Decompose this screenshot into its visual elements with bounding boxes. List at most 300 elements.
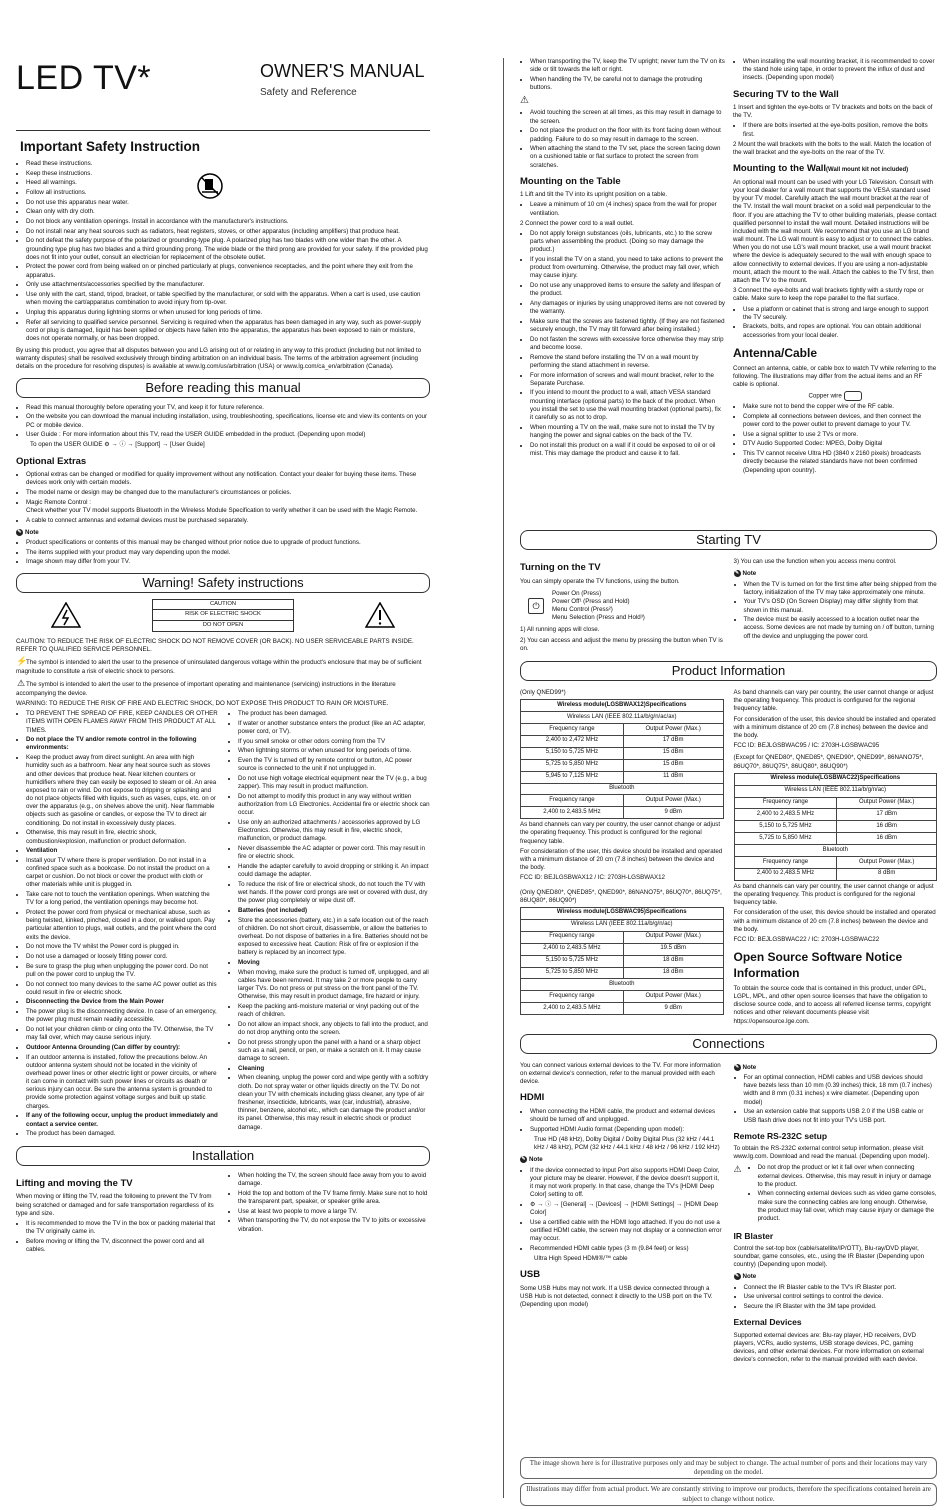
note-label: ✎ Note xyxy=(734,1063,757,1071)
copper-wire-label: Copper wire xyxy=(733,391,937,401)
distance-text: For consideration of the user, this device should be installed and operated with a minimum distance of 20 cm (7.8 inches) between the device and the body. xyxy=(520,847,723,872)
list-item: • Ventilation xyxy=(26,847,218,855)
list-item: • Product specifications or contents of this manual may be changed without prior notice due to upgrade of product functions. xyxy=(26,539,430,547)
button-function: Menu Selection (Press and Hold³) xyxy=(552,614,645,622)
fcc-id: FCC ID: BEJLGSBWAX12 / IC: 2703H-LGSBWAX12 xyxy=(520,874,665,882)
note-list xyxy=(16,539,430,567)
list-item: • Store the accessories (battery, etc.) in a safe location out of the reach of children. Do not short circuit, disassemble, or allow the batteries to overheat. Do not dispose of batteries in a fire. Batteries should not be exposed to excessive heat. Caution: Risk of fire or explosion if the battery is replaced by an incorrect type. xyxy=(238,917,430,958)
turning-on-heading: Turning on the TV xyxy=(520,562,601,573)
list-item: • Do not use a damaged or loosely fitting power cord. xyxy=(26,953,218,961)
caution-line: CAUTION xyxy=(153,600,293,611)
list-item: • Do not attempt to modify this product in any way without written authorization from LG Electronics. Accidental fire or electric shock can occur. xyxy=(238,793,430,818)
list-item: • Avoid touching the screen at all times, as this may result in damage to the screen. xyxy=(530,109,725,125)
table-cell: Wireless LAN (IEEE 802.11a/b/g/n/ac/ax) xyxy=(521,712,724,724)
caution-text: CAUTION: TO REDUCE THE RISK OF ELECTRIC SHOCK DO NOT REMOVE COVER (OR BACK). NO USER SERVICEABLE PARTS INSIDE. REFER TO QUALIFIED SERVICE PERSONNEL. xyxy=(16,637,414,653)
list-item: • The product has been damaged. xyxy=(26,1130,218,1138)
list-item: • Brackets, bolts, and ropes are optional. You can obtain additional accessories from your local dealer. xyxy=(743,323,937,339)
table-cell: Output Power (Max.) xyxy=(837,797,937,809)
table-cell: 18 dBm xyxy=(623,967,723,979)
table-cell: Frequency range xyxy=(734,857,837,869)
list-item: • Outdoor Antenna Grounding (Can differ by country): xyxy=(26,1044,218,1052)
list-item: • When moving, make sure the product is turned off, unplugged, and all cables have been removed. It may take 2 or more people to carry larger TVs. Do not press or put stress on the front panel of the TV. Otherwise, this may result in product damage, fire hazard or injury. xyxy=(238,969,430,1002)
wall-step-3: 3 Connect the eye-bolts and wall brackets tightly with a sturdy rope or cable. Make sure to keep the rope parallel to the flat surface. xyxy=(733,287,924,303)
transport-list xyxy=(520,58,725,92)
table-cell: 5,725 to 5,850 MHz xyxy=(521,759,624,771)
table-cell: Output Power (Max.) xyxy=(623,724,723,736)
footnote-3: 3) You can use the function when you access menu control. xyxy=(733,558,897,565)
list-item: • Read these instructions. xyxy=(26,160,430,168)
list-item: • Keep the packing anti-moisture material or vinyl packing out of the reach of children. xyxy=(238,1003,430,1019)
list-item: • User Guide : For more information about this TV, read the USER GUIDE embedded in the product. (Depending upon model) xyxy=(26,431,430,439)
note-label: ✎ Note xyxy=(734,570,757,578)
list-item: • Do not drop the product or let it fall over when connecting external devices. Otherwise, this may result in injury or damage to the product. xyxy=(758,1164,937,1189)
list-item: • If you smell smoke or other odors coming from the TV xyxy=(238,738,430,746)
rs232c-heading: Remote RS-232C setup xyxy=(733,1130,828,1141)
list-item: • Do not use any unapproved items to ensure the safety and lifespan of the product. xyxy=(530,282,725,298)
list-item: • When handling the TV, be careful not to damage the protruding buttons. xyxy=(530,76,725,92)
footnote-1: 1) All running apps will close. xyxy=(520,626,600,634)
antenna-heading: Antenna/Cable xyxy=(733,345,818,360)
note-icon: ✎ xyxy=(734,1273,740,1280)
list-item: • Use a signal splitter to use 2 TVs or more. xyxy=(743,431,937,439)
table-cell: Bluetooth xyxy=(734,845,937,857)
note-icon: ✎ xyxy=(521,1156,526,1163)
table-cell: Frequency range xyxy=(521,724,624,736)
table-row xyxy=(734,785,937,797)
table-cell: Bluetooth xyxy=(521,979,724,991)
arbitration-text: By using this product, you agree that all disputes between you and LG arising out of or relating in any way to this product (including but not limited to warranty disputes) shall be resolved exclusively through binding arbitration on an individual basis. The terms of the arbitration agreement (including details on the procedure for resolving disputes) is available at www.lg.com/us/arbitration (USA) or www.lg.com/ca_en/arbitration (Canada). xyxy=(16,347,422,371)
list-item: • Connect the IR Blaster cable to the TV's IR Blaster port. xyxy=(744,1284,938,1292)
section-connections: Connections xyxy=(520,1034,937,1054)
list-item: • Do not place the product on the floor with its front facing down without padding. Failure to do so may result in damage to the screen. xyxy=(530,127,725,143)
list-item: • Secure the IR Blaster with the 3M tape provided. xyxy=(744,1303,938,1311)
table-row xyxy=(521,700,724,712)
note-label: ✎ Note xyxy=(17,528,39,536)
list-item: • When holding the TV, the screen should face away from you to avoid damage. xyxy=(238,1172,430,1188)
button-function: Power On (Press) xyxy=(552,589,602,597)
list-item: • Use an extension cable that supports USB 2.0 if the USB cable or USB flash drive does not fit into your TV's USB port. xyxy=(744,1108,938,1124)
table-cell: 15 dBm xyxy=(623,759,723,771)
except-models: (Except for QNED80*, QNED85*, QNED90*, QNED99*, 86NANO75*, 86UQ70*, 86UQ75*, 86UQ80*, 86UQ90*) xyxy=(733,754,924,770)
table-row xyxy=(734,857,937,869)
table-step-1-sub: • Leave a minimum of 10 cm (4 inches) space from the wall for proper ventilation. xyxy=(530,201,725,217)
band-text: As band channels can vary per country, the user cannot change or adjust the operating frequency. This product is configured for the regional frequency table. xyxy=(520,821,721,845)
table-cell: Wireless module(LGSBWAX12)Specifications xyxy=(521,700,724,712)
fcc-id: FCC ID: BEJLGSBWAC95 / IC: 2703H-LGSBWAC95 xyxy=(733,742,880,750)
list-item: • Do not install this product on a wall if it could be exposed to oil or oil mist. This may damage the product and cause it to fall. xyxy=(530,442,725,458)
list-item: • Cleaning xyxy=(238,1065,430,1073)
list-item: • The power plug is the disconnecting device. In case of an emergency, the power plug must remain readily accessible. xyxy=(26,1008,218,1024)
list-item: • Do not move the TV whilst the Power cord is plugged in. xyxy=(26,943,218,951)
installation-columns xyxy=(16,1172,430,1256)
product-columns xyxy=(520,687,937,1028)
table-row xyxy=(521,955,724,967)
table-cell: 11 dBm xyxy=(623,771,723,783)
important-heading: Important Safety Instruction xyxy=(20,139,201,154)
list-item: • This TV cannot receive Ultra HD (3840 x 2160 pixels) broadcasts directly because the related standards have not been confirmed (Depending upon country). xyxy=(743,450,937,475)
turning-on-text: You can simply operate the TV functions, using the button. xyxy=(520,577,680,585)
securing-step-1: 1 Insert and tighten the eye-bolts or TV brackets and bolts on the back of the TV. xyxy=(733,104,933,120)
usb-heading: USB xyxy=(520,1269,541,1281)
stand-hole-note: • When installing the wall mounting bracket, it is recommended to cover the stand hole using tape, in order to prevent the influx of dust and insects. (Depending upon model) xyxy=(743,58,937,83)
table-row xyxy=(521,907,724,919)
list-item: • Before moving or lifting the TV, disconnect the power cord and all cables. xyxy=(26,1238,218,1254)
lifting-heading: Lifting and moving the TV xyxy=(16,1177,133,1189)
only-models-2: (Only QNED80*, QNED85*, QNED90*, 86NANO75*, 86UQ70*, 86UQ75*, 86UQ80*, 86UQ90*) xyxy=(520,888,722,904)
table-step-1: 1 Lift and tilt the TV into its upright position on a table. xyxy=(520,191,668,199)
list-item: • Any damages or injuries by using unapproved items are not covered by the warranty. xyxy=(530,300,725,316)
list-item: • Protect the power cord from being walked on or pinched particularly at plugs, convenience receptacles, and the point where they exit from the apparatus. xyxy=(26,263,430,279)
lifting-intro: When moving or lifting the TV, read the following to prevent the TV from being scratched or damaged and for safe transportation regardless of its type and size. xyxy=(16,1193,214,1217)
list-item: • Hold the top and bottom of the TV frame firmly. Make sure not to hold the transparent part, speaker, or speaker grille area. xyxy=(238,1190,430,1206)
distance-text: For consideration of the user, this device should be installed and operated with a minimum distance of 20 cm (7.8 inches) between the device and the body. xyxy=(733,909,936,933)
list-item: • Do not apply foreign substances (oils, lubricants, etc.) to the screw parts when assembling the product. (Doing so may damage the product.) xyxy=(530,230,725,255)
open-user-guide: To open the USER GUIDE ⚙ → ⓘ → [Support] → [User Guide] xyxy=(30,441,205,449)
connections-intro: You can connect various external devices to the TV. For more information on external device's connection, refer to the manual provided with each device. xyxy=(520,1061,721,1086)
table-row xyxy=(521,807,724,819)
list-item: • If you intend to mount the product to a wall, attach VESA standard mounting interface (optional parts) to the back of the product. When you install the set to use the wall mounting bracket (optional parts), fix it carefully so as not to drop. xyxy=(530,389,725,422)
hdmi-cable-type: Ultra High Speed HDMI®/™ cable xyxy=(534,1255,628,1263)
table-cell: Frequency range xyxy=(521,795,624,807)
table-row xyxy=(734,773,937,785)
left-column xyxy=(16,138,430,1256)
list-item: • The product has been damaged. xyxy=(238,710,430,718)
table-row xyxy=(521,919,724,931)
table-cell: 18 dBm xyxy=(623,955,723,967)
table-row xyxy=(521,724,724,736)
cart-tipover-icon xyxy=(196,172,224,212)
table-cell: Frequency range xyxy=(521,931,624,943)
spec-table-wac95 xyxy=(520,907,724,1015)
list-item: • Clean only with dry cloth. xyxy=(26,208,430,216)
table-row xyxy=(521,795,724,807)
list-item: • Disconnecting the Device from the Main Power xyxy=(26,998,218,1006)
list-item: • Keep these instructions. xyxy=(26,170,430,178)
manual-subtitle: Safety and Reference xyxy=(260,87,357,98)
list-item: • Moving xyxy=(238,959,430,967)
list-item: • If water or another substance enters the product (like an AC adapter, power cord, or TV). xyxy=(238,720,430,736)
warning-columns xyxy=(16,710,430,1140)
section-warning: Warning! Safety instructions xyxy=(16,573,430,593)
list-item: • Make sure that the screws are fastened tightly. (If they are not fastened securely enough, the TV may tilt forward after being installed.) xyxy=(530,318,725,334)
table-cell: 9 dBm xyxy=(623,807,723,819)
table-cell: 5,150 to 5,725 MHz xyxy=(521,955,624,967)
list-item: • To reduce the risk of fire or electrical shock, do not touch the TV with wet hands. If the power cord prongs are wet or covered with dust, dry the power plug completely or wipe dust off. xyxy=(238,881,430,906)
table-cell: 17 dBm xyxy=(623,735,723,747)
list-item: • Keep the product away from direct sunlight. An area with high humidity such as a bathroom. Near any heat source such as stoves and other devices that produce heat. Near kitchen counters or humidifiers where they can easily be exposed to steam or oil. An area exposed to rain or wind. Do not expose to dripping or splashing and do not place objects filled with liquids, such as vases, cups, etc. on or over the apparatus (e.g., on shelves above the unit). Near flammable objects such as gasoline or candles, or expose the TV to direct air conditioning. Do not install in excessively dusty places. xyxy=(26,754,218,828)
oss-text: To obtain the source code that is contained in this product, under GPL, LGPL, MPL, and other open source licenses that have the obligation to disclose source code, and to access all referred license terms, copyright notices and other relevant documents please visit https://opensource.lge.com. xyxy=(733,984,931,1025)
optional-list xyxy=(16,471,430,525)
table-cell: 16 dBm xyxy=(837,833,937,845)
table-row xyxy=(521,759,724,771)
list-item: • Use a platform or cabinet that is strong and large enough to support the TV securely. xyxy=(743,306,937,322)
disclaimer-image: The image shown here is for illustrative purposes only and may be subject to change. The actual number of ports and their locations may vary depending on the model. xyxy=(520,1457,937,1479)
list-item: • On the website you can download the manual including installation, using, troubleshooting, specifications, license etc and view its contents on your PC or mobile device. xyxy=(26,413,430,429)
list-item: • Image shown may differ from your TV. xyxy=(26,558,430,566)
list-item: • Handle the adapter carefully to avoid dropping or striking it. An impact could damage the adapter. xyxy=(238,863,430,879)
page-title: LED TV* xyxy=(16,59,152,97)
wall-mount-text: An optional wall mount can be used with your LG Television. Consult with your local dealer for a wall mount that supports the VESA standard used by your TV model. Carefully attach the wall mount bracket at the rear of the TV. Install the wall mount bracket on a solid wall perpendicular to the floor. If you are attaching the TV to other building materials, please contact qualified personnel to install the wall mount. Detailed instructions will be included with the wall mount. We recommend that you use an LG brand wall mount. The LG wall mount is easy to adjust or to connect the cables. When you do not use LG's wall mount bracket, use a wall mount bracket where the device is adequately secured to the wall with enough space to allow connectivity to external devices. If you are using a non-adjustable mount, attach the mount to the wall. Attach the cables to the TV first, then attach the TV to the mount. xyxy=(733,178,937,284)
list-item: • Be sure to grasp the plug when unplugging the power cord. Do not pull on the power cord to unplug the TV. xyxy=(26,963,218,979)
list-item: • Remove the stand before installing the TV on a wall mount by performing the stand attachment in reverse. xyxy=(530,354,725,370)
table-cell: Frequency range xyxy=(734,797,837,809)
list-item: • Never disassemble the AC adapter or power cord. This may result in fire or electric shock. xyxy=(238,845,430,861)
table-cell: Wireless module(LGSBWAC22)Specifications xyxy=(734,773,937,785)
ir-blaster-list xyxy=(734,1284,938,1312)
table-row xyxy=(521,747,724,759)
screen-warning-list xyxy=(520,109,725,169)
table-cell: 15 dBm xyxy=(623,747,723,759)
list-item: • Read this manual thoroughly before operating your TV, and keep it for future reference. xyxy=(26,404,430,412)
section-starting-tv: Starting TV xyxy=(520,530,937,550)
warning-right-list xyxy=(228,710,430,1132)
list-item: • When connecting external devices such as video game consoles, make sure the connecting cables are long enough. Otherwise, the product may fall over, which may cause injury or damage the product. xyxy=(758,1190,937,1223)
list-item: • A cable to connect antennas and external devices must be purchased separately. xyxy=(26,517,430,525)
rs232c-warning xyxy=(734,1164,938,1224)
starting-notes xyxy=(734,581,938,641)
ir-blaster-heading: IR Blaster xyxy=(733,1230,774,1241)
antenna-list xyxy=(733,403,937,475)
table-cell: 2,400 to 2,483.5 MHz xyxy=(734,809,837,821)
button-function-list xyxy=(552,590,645,623)
table-step-2: 2 Connect the power cord to a wall outlet. xyxy=(520,219,634,227)
table-row xyxy=(521,991,724,1003)
table-cell: Output Power (Max.) xyxy=(623,795,723,807)
list-item: • Supported HDMI Audio format (Depending upon model): xyxy=(530,1126,724,1134)
divider xyxy=(16,130,430,131)
list-item: • Only use attachments/accessories specified by the manufacturer. xyxy=(26,281,430,289)
note-icon: ✎ xyxy=(734,1063,740,1070)
column-divider xyxy=(503,58,504,1498)
table-mount-list xyxy=(520,230,725,458)
table-cell: Bluetooth xyxy=(521,783,724,795)
list-item: • If you install the TV on a stand, you need to take actions to prevent the product from overturning. Otherwise, the product may fall over, which may cause injury. xyxy=(530,256,725,281)
list-item: • Batteries (not included) xyxy=(238,907,430,915)
connections-notes xyxy=(734,1074,938,1125)
table-row xyxy=(521,931,724,943)
manual-title: OWNER'S MANUAL xyxy=(260,61,425,81)
spec-table-wac22 xyxy=(734,773,938,881)
table-cell: 5,150 to 5,725 MHz xyxy=(521,747,624,759)
hdmi-audio-formats: True HD (48 kHz), Dolby Digital / Dolby Digital Plus (32 kHz / 44.1 kHz / 48 kHz), PCM (32 kHz / 44.1 kHz / 48 kHz / 96 kHz / 192 kHz) xyxy=(534,1135,720,1152)
list-item: • Do not fasten the screws with excessive force otherwise they may strip and become loose. xyxy=(530,336,725,352)
table-row xyxy=(734,797,937,809)
list-item: • Make sure not to bend the copper wire of the RF cable. xyxy=(743,403,937,411)
table-row xyxy=(734,868,937,880)
symbol-voltage-text: ⚡The symbol is intended to alert the user to the presence of uninsulated dangerous voltage within the product's enclosure that may be of sufficient magnitude to constitute a risk of electric shock to persons. xyxy=(16,655,422,675)
fire-warning: WARNING: TO REDUCE THE RISK OF FIRE AND ELECTRIC SHOCK, DO NOT EXPOSE THIS PRODUCT TO RAIN OR MOISTURE. xyxy=(16,700,389,708)
right-column xyxy=(733,58,937,476)
list-item: • Unplug this apparatus during lightning storms or when unused for long periods of time. xyxy=(26,309,430,317)
symbol-instruction-text: ⚠The symbol is intended to alert the user to the presence of important operating and maintenance (servicing) instructions in the literature accompanying the device. xyxy=(16,677,396,697)
list-item: • Do not place the TV and/or remote control in the following environments: xyxy=(26,736,218,752)
list-item: • Do not defeat the safety purpose of the polarized or grounding-type plug. A polarized plug has two blades with one wider than the other. A grounding type plug has two blades and a third grounding prong. The wide blade or the third prong are provided for your safety. If the provided plug does not fit into your outlet, consult an electrician for replacement of the obsolete outlet. xyxy=(26,237,430,262)
list-item: • Do not press strongly upon the panel with a hand or a sharp object such as a nail, pencil, or pen, or make a scratch on it. It may cause damage to screen. xyxy=(238,1039,430,1064)
table-cell: Wireless LAN (IEEE 802.11a/b/g/n/ac) xyxy=(734,785,937,797)
band-text: As band channels can vary per country, the user cannot change or adjust the operating frequency. This product is configured for the regional frequency table. xyxy=(733,689,934,713)
antenna-text: Connect an antenna, cable, or cable box to watch TV while referring to the following. The illustrations may differ from the actual items and an RF cable is optional. xyxy=(733,364,937,389)
magic-remote-note: Check whether your TV model supports Bluetooth in the Wireless Module Specification to verify whether it can be used with the Magic Remote. xyxy=(26,506,418,514)
warning-icon: ⚠ xyxy=(733,1164,742,1175)
list-item: • Recommended HDMI cable types (3 m (9.84 feet) or less) xyxy=(530,1245,724,1253)
list-item: • Do not use this apparatus near water. xyxy=(26,199,430,207)
securing-step-2: 2 Mount the wall brackets with the bolts to the wall. Match the location of the wall bracket and the eye-bolts on the rear of the TV. xyxy=(733,140,932,157)
table-cell: Wireless module(LGSBWAC95)Specifications xyxy=(521,907,724,919)
button-function: Power Off¹ (Press and Hold) xyxy=(552,597,630,605)
list-item: • Otherwise, this may result in fire, electric shock, combustion/explosion, malfunction or product deformation. xyxy=(26,829,218,845)
table-cell: 2,400 to 2,483.5 MHz xyxy=(521,807,624,819)
list-item: • Complete all connections between devices, and then connect the power cord to the power outlet to prevent damage to your TV. xyxy=(743,413,937,429)
note-icon: ✎ xyxy=(734,570,740,577)
list-item: • When transporting the TV, do not expose the TV to jolts or excessive vibration. xyxy=(238,1217,430,1233)
list-item: • Do not use high voltage electrical equipment near the TV (e.g., a bug zapper). This may result in product malfunction. xyxy=(238,775,430,791)
list-item: • Follow all instructions. xyxy=(26,189,430,197)
list-item: • For an optimal connection, HDMI cables and USB devices should have bezels less than 10 mm (0.39 inches) thick, 18 mm (0.7 inches) width and 8 mm (0.31 inches) x wire diameter. (Depending upon model) xyxy=(744,1074,938,1107)
securing-sub: • If there are bolts inserted at the eye-bolts position, remove the bolts first. xyxy=(743,122,937,138)
table-row xyxy=(521,771,724,783)
list-item: • Optional extras can be changed or modified for quality improvement without any notification. Contact your dealer for buying these items. These devices work only with certain models. xyxy=(26,471,430,487)
table-cell: Output Power (Max.) xyxy=(623,931,723,943)
table-cell: 5,150 to 5,725 MHz xyxy=(734,821,837,833)
section-installation: Installation xyxy=(16,1146,430,1166)
external-devices-text: Supported external devices are: Blu-ray player, HD receivers, DVD players, VCRs, audio systems, USB storage devices, PC, gaming devices, and other external devices. For more information on external device's connection, refer to the manual provided with each device. xyxy=(733,1331,924,1364)
list-item: • When transporting the TV, keep the TV upright; never turn the TV on its side or tilt towards the left or right. xyxy=(530,58,725,74)
before-list xyxy=(16,404,430,440)
list-item: • Use universal control settings to control the device. xyxy=(744,1293,938,1301)
list-item: • The device must be easily accessed to a location outlet near the access. Some devices are not made by turning on / off button, turning off the device and unplugging the power cord. xyxy=(744,616,938,641)
table-cell: Wireless LAN (IEEE 802.11a/b/g/n/ac) xyxy=(521,919,724,931)
list-item: • Use at least two people to move a large TV. xyxy=(238,1208,430,1216)
table-row xyxy=(734,809,937,821)
list-item: • The items supplied with your product may vary depending upon the model. xyxy=(26,549,430,557)
table-cell: Frequency range xyxy=(521,991,624,1003)
securing-heading: Securing TV to the Wall xyxy=(733,88,839,100)
electric-shock-icon xyxy=(51,602,81,628)
table-cell: 5,725 to 5,850 MHz xyxy=(521,967,624,979)
list-item: • Do not let your children climb or cling onto the TV. Otherwise, the TV may fall over, which may cause serious injury. xyxy=(26,1026,218,1042)
band-text: As band channels can vary per country, the user cannot change or adjust the operating frequency. This product is configured for the regional frequency table. xyxy=(733,882,934,907)
table-cell: 16 dBm xyxy=(837,821,937,833)
list-item: • If the device connected to Input Port also supports HDMI Deep Color, your picture may be clearer. However, if the device doesn't support it, it may not work properly. In that case, change the TV's [HDMI Deep Color] setting to off. xyxy=(530,1167,724,1200)
caution-box xyxy=(152,599,294,632)
note-label: ✎ Note xyxy=(734,1273,757,1281)
list-item: • Use a certified cable with the HDMI logo attached. If you do not use a certified HDMI cable, the screen may not display or a connection error may occur. xyxy=(530,1219,724,1244)
usb-text: Some USB Hubs may not work. If a USB device connected through a USB Hub is not detected, connect it directly to the USB port on the TV. (Depending upon model) xyxy=(520,1284,713,1309)
disclaimer-illustrations: Illustrations may differ from actual product. We are constantly striving to improve our products, therefore the specifications contained herein are subject to change without notice. xyxy=(520,1483,937,1505)
table-mount-heading: Mounting on the Table xyxy=(520,175,621,187)
warning-left-list xyxy=(16,710,218,1138)
optional-extras-heading: Optional Extras xyxy=(16,455,87,467)
list-item: • Your TV's OSD (On Screen Display) may differ slightly from that shown in this manual. xyxy=(744,598,938,614)
table-row xyxy=(521,783,724,795)
table-cell: Output Power (Max.) xyxy=(623,991,723,1003)
starting-columns xyxy=(520,556,937,655)
table-row xyxy=(521,735,724,747)
wall-mount-list xyxy=(733,306,937,340)
table-cell: 2,400 to 2,483.5 MHz xyxy=(521,943,624,955)
list-item: • ⚙ → ⓘ → [General] → [Devices] → [HDMI Settings] → [HDMI Deep Color] xyxy=(530,1201,724,1217)
list-item: • Use only with the cart, stand, tripod, bracket, or table specified by the manufacturer, or sold with the apparatus. When a cart is used, use caution when moving the cart/apparatus combination to avoid injury from tip-over. xyxy=(26,291,430,307)
table-cell: 17 dBm xyxy=(837,809,937,821)
button-function: Menu Control (Press²) xyxy=(552,606,613,614)
section-product-information: Product Information xyxy=(520,661,937,681)
table-cell: 19.5 dBm xyxy=(623,943,723,955)
list-item: • When mounting a TV on the wall, make sure not to install the TV by hanging the power and signal cables on the back of the TV. xyxy=(530,424,725,440)
list-item: • Do not allow an impact shock, any objects to fall into the product, and do not drop anything onto the screen. xyxy=(238,1021,430,1037)
note-icon: ✎ xyxy=(17,528,22,535)
list-item: • For more information of screws and wall mount bracket, refer to the Separate Purchase. xyxy=(530,372,725,388)
table-row xyxy=(521,712,724,724)
list-item: • Do not block any ventilation openings. Install in accordance with the manufacturer's instructions. xyxy=(26,218,430,226)
list-item: • It is recommended to move the TV in the box or packing material that the TV originally came in. xyxy=(26,1220,218,1236)
hdmi-heading: HDMI xyxy=(520,1092,545,1104)
list-item: • Even the TV is turned off by remote control or button, AC power source is connected to the unit if not unplugged in. xyxy=(238,757,430,773)
table-cell: 2,400 to 2,483.5 MHz xyxy=(521,1003,624,1015)
table-cell: 9 dBm xyxy=(623,1003,723,1015)
wall-mount-heading: Mounting to the Wall(Wall mount kit not included) xyxy=(733,163,909,175)
list-item: • Refer all servicing to qualified service personnel. Servicing is required when the apparatus has been damaged in any way, such as power-supply cord or plug is damaged, liquid has been spilled or objects have fallen into the apparatus, the apparatus has been exposed to rain or moisture, does not operate normally, or has been dropped. xyxy=(26,319,430,344)
list-item: • If an outdoor antenna is installed, follow the precautions below. An outdoor antenna system should not be located in the vicinity of overhead power lines or other electric light or power circuits, or where it can come in contact with such power lines or circuits as death or serious injury can occur. Be sure the antenna system is grounded to provide some protection against voltage surges and built up static charges. xyxy=(26,1054,218,1111)
table-cell: 8 dBm xyxy=(837,868,937,880)
list-item: • When the TV is turned on for the first time after being shipped from the factory, initialization of the TV may take approximately one minute. xyxy=(744,581,938,597)
footnote-2: 2) You can access and adjust the menu by pressing the button when TV is on. xyxy=(520,636,723,652)
spec-table-wax12 xyxy=(520,699,724,819)
table-row xyxy=(521,967,724,979)
list-item: • DTV Audio Supported Codec: MPEG, Dolby Digital xyxy=(743,440,937,448)
exclamation-icon xyxy=(365,602,395,628)
list-item: • When connecting the HDMI cable, the product and external devices should be turned off and unplugged. xyxy=(530,1108,724,1124)
list-item: • Do not install near any heat sources such as radiators, heat registers, stoves, or other apparatus (including amplifiers) that produce heat. xyxy=(26,228,430,236)
table-row xyxy=(734,833,937,845)
table-row xyxy=(521,979,724,991)
power-button-icon: ⏻ xyxy=(528,598,544,614)
lifting-right-list xyxy=(228,1172,430,1234)
rs232c-text: To obtain the RS-232C external control setup information, please visit www.lg.com. Download and read the manual. (Depending upon model). xyxy=(733,1144,930,1161)
table-row xyxy=(521,943,724,955)
section-before-reading: Before reading this manual xyxy=(16,378,430,398)
caution-graphic xyxy=(16,599,430,632)
list-item: • When cleaning, unplug the power cord and wipe gently with a soft/dry cloth. Do not spray water or other liquids directly on the TV. Do not clean your TV with chemicals including glass cleaner, any type of air freshener, insecticide, lubricants, wax (car, industrial), abrasive, thinner, benzene, alcohol etc., which can damage the product and/or its panel. Otherwise, this may result in electric shock or product damage. xyxy=(238,1074,430,1131)
hdmi-list xyxy=(520,1108,724,1134)
table-cell: 5,945 to 7,125 MHz xyxy=(521,771,624,783)
hdmi-notes xyxy=(520,1167,724,1253)
table-cell: Output Power (Max.) xyxy=(837,857,937,869)
lifting-list xyxy=(16,1220,218,1254)
lower-right-area xyxy=(520,524,937,1366)
table-row xyxy=(734,845,937,857)
connections-columns xyxy=(520,1060,937,1367)
warning-icon: ⚠ xyxy=(520,95,529,107)
list-item: • When attaching the stand to the TV set, place the screen facing down on a cushioned table or flat surface to protect the screen from scratches. xyxy=(530,145,725,170)
middle-column xyxy=(520,58,725,459)
list-item: • Heed all warnings. xyxy=(26,179,430,187)
table-cell: 5,725 to 5,850 MHz xyxy=(734,833,837,845)
list-item: • Install your TV where there is proper ventilation. Do not install in a confined space such as a bookcase. Do not install the product on a carpet or cushion. Do not block or cover the product with cloth or other materials while unit is plugged in. xyxy=(26,857,218,890)
distance-text: For consideration of the user, this device should be installed and operated with a minimum distance of 20 cm (7.8 inches) between the device and the body. xyxy=(733,715,936,739)
cable-icon xyxy=(844,391,862,401)
list-item: • If any of the following occur, unplug the product immediately and contact a service center. xyxy=(26,1112,218,1128)
list-item: • Do not connect too many devices to the same AC power outlet as this could result in fire or electric shock. xyxy=(26,981,218,997)
only-models-1: (Only QNED99*) xyxy=(520,689,566,697)
external-devices-heading: External Devices xyxy=(733,1317,802,1328)
table-row xyxy=(521,1003,724,1015)
ir-blaster-text: Control the set-top box (cable/satellite/IP/OTT), Blu-ray/DVD player, soundbar, game consoles, etc., using the IR Blaster (Depending upon country) (Depending upon model). xyxy=(733,1244,925,1269)
caution-line: DO NOT OPEN xyxy=(202,621,244,628)
list-item: • TO PREVENT THE SPREAD OF FIRE, KEEP CANDLES OR OTHER ITEMS WITH OPEN FLAMES AWAY FROM THIS PRODUCT AT ALL TIMES. xyxy=(26,710,218,735)
fcc-id: FCC ID: BEJLGSBWAC22 / IC: 2703H-LGSBWAC22 xyxy=(733,936,880,943)
note-label: ✎ Note xyxy=(521,1156,543,1164)
list-item: • Take care not to touch the ventilation openings. When watching the TV for a long period, the ventilation openings may become hot. xyxy=(26,891,218,907)
